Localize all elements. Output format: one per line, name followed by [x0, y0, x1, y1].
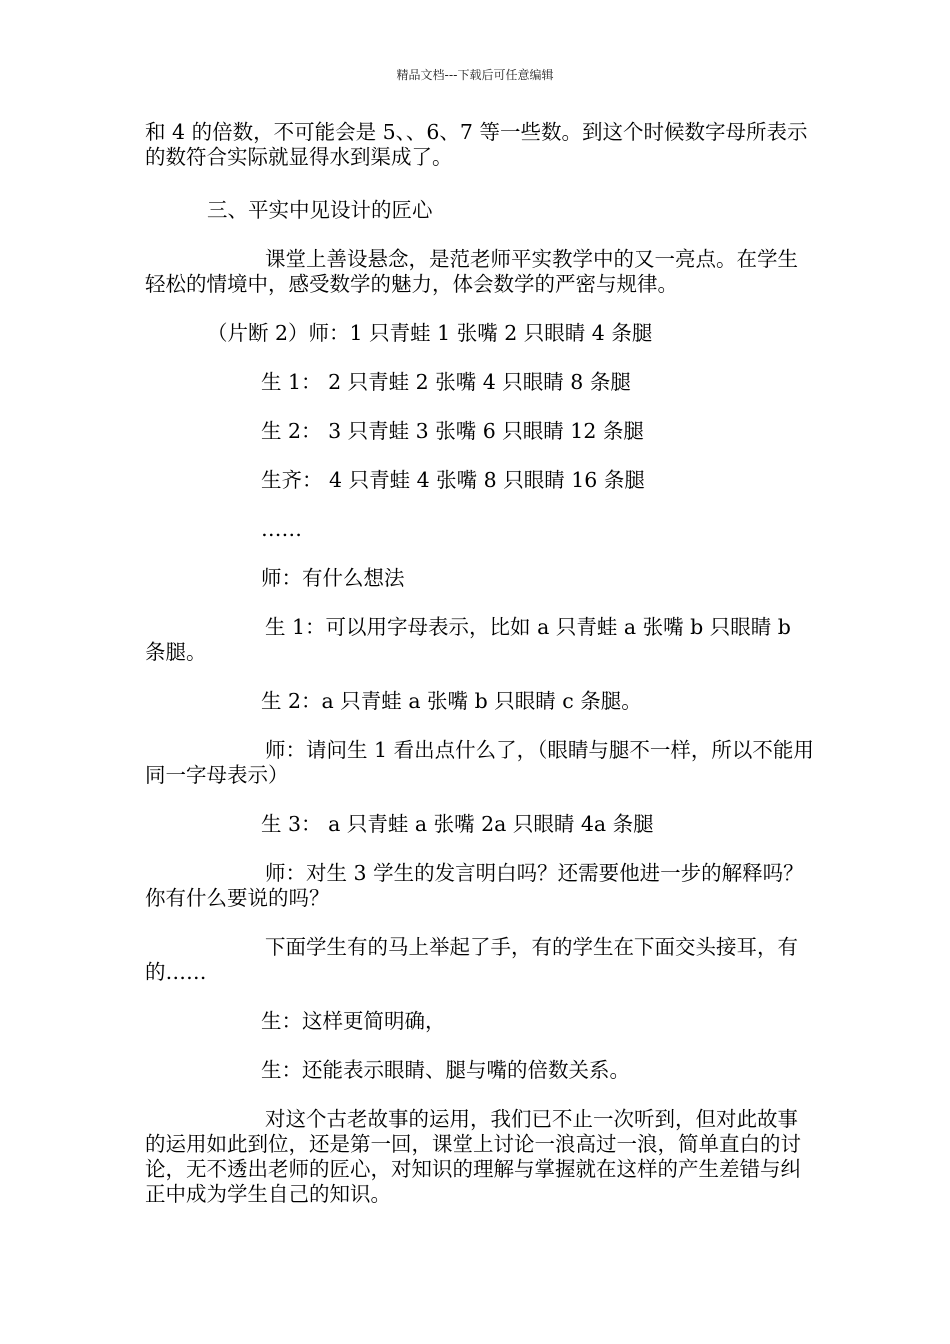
ellipsis-line: ……	[261, 517, 302, 541]
dialogue-teacher-question: 师：有什么想法	[261, 566, 405, 590]
page-header: 精品文档---下载后可任意编辑	[396, 68, 554, 82]
dialogue-student-1-idea: 生 1：可以用字母表示，比如 a 只青蛙 a 张嘴 b 只眼睛 b 条腿。	[145, 615, 791, 664]
dialogue-student-2-idea: 生 2：a 只青蛙 a 张嘴 b 只眼睛 c 条腿。	[261, 689, 642, 713]
dialogue-student-3: 生 3： a 只青蛙 a 张嘴 2a 只眼睛 4a 条腿	[261, 812, 654, 836]
paragraph-intro: 课堂上善设悬念，是范老师平实教学中的又一亮点。在学生轻松的情境中，感受数学的魅力，体会数学的严密与规律。	[145, 247, 798, 296]
dialogue-teacher-ask: 师：请问生 1 看出点什么了，（眼睛与腿不一样，所以不能用同一字母表示）	[145, 738, 814, 787]
dialogue-student-simple: 生：这样更简明确，	[261, 1009, 446, 1033]
dialogue-student-1: 生 1： 2 只青蛙 2 张嘴 4 只眼睛 8 条腿	[261, 370, 631, 394]
paragraph-conclusion: 对这个古老故事的运用，我们已不止一次听到，但对此故事的运用如此到位，还是第一回，课堂上讨论一浪高过一浪，简单直白的讨论，无不透出老师的匠心，对知识的理解与掌握就在这样的产生差错与纠正中成为学生自己的知识。	[145, 1107, 801, 1206]
document-body	[145, 120, 815, 1207]
section-heading: 三、平实中见设计的匠心	[207, 198, 433, 222]
paragraph-1: 和 4 的倍数，不可能会是 5、、6、7 等一些数。到这个时候数字母所表示的数符合实际就显得水到渠成了。	[145, 120, 808, 169]
dialogue-teacher-1: （片断 2）师：1 只青蛙 1 张嘴 2 只眼睛 4 条腿	[207, 321, 653, 345]
dialogue-teacher-followup: 师：对生 3 学生的发言明白吗？还需要他进一步的解释吗？你有什么要说的吗？	[145, 861, 804, 910]
dialogue-student-relation: 生：还能表示眼睛、腿与嘴的倍数关系。	[261, 1058, 630, 1082]
dialogue-student-2: 生 2： 3 只青蛙 3 张嘴 6 只眼睛 12 条腿	[261, 419, 644, 443]
narration-students-react: 下面学生有的马上举起了手，有的学生在下面交头接耳，有的……	[145, 935, 798, 984]
dialogue-students-all: 生齐： 4 只青蛙 4 张嘴 8 只眼睛 16 条腿	[261, 468, 645, 492]
